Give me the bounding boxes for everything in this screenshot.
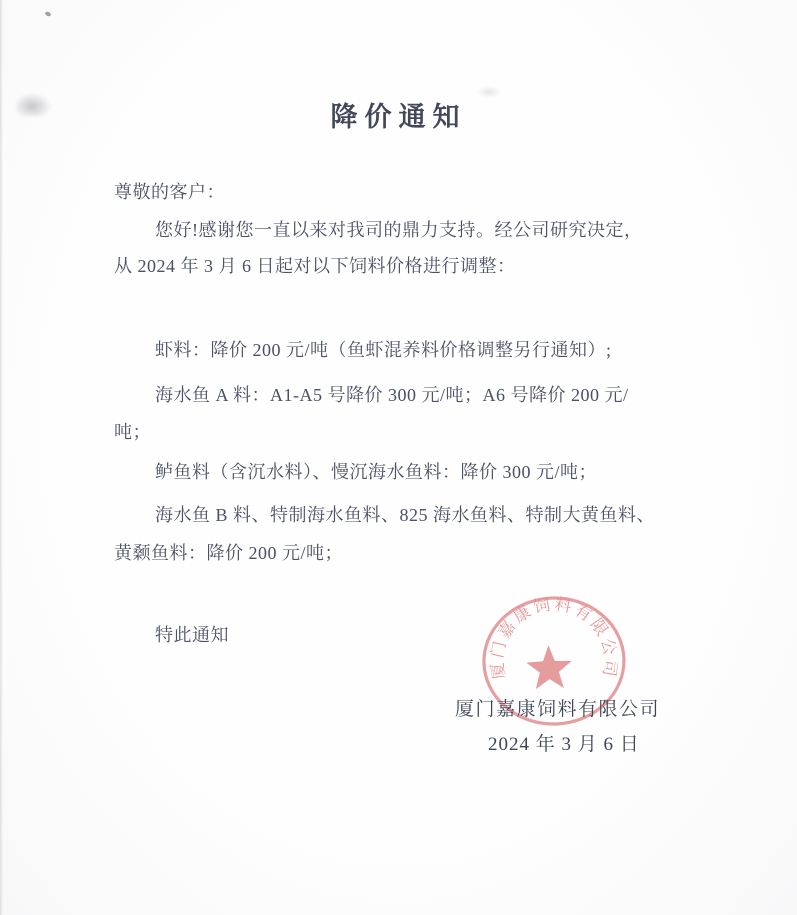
price-item-shrimp-feed: 虾料：降价 200 元/吨（鱼虾混养料价格调整另行通知）; — [155, 340, 612, 360]
price-item-bass-feed: 鲈鱼料（含沉水料）、慢沉海水鱼料：降价 300 元/吨； — [155, 462, 597, 482]
intro-line-2: 从 2024 年 3 月 6 日起对以下饲料价格进行调整： — [114, 256, 516, 276]
seal-ring-text: 厦门嘉康饲料有限公司 — [487, 594, 621, 681]
signature-company-name: 厦门嘉康饲料有限公司 — [455, 699, 661, 720]
closing-phrase: 特此通知 — [155, 625, 229, 645]
salutation: 尊敬的客户： — [114, 182, 225, 202]
notice-title: 降价通知 — [330, 102, 467, 132]
scan-edge-shadow — [0, 0, 3, 915]
seal-star-icon — [526, 644, 573, 689]
price-item-marine-fish-a-wrap: 吨； — [114, 422, 151, 442]
price-item-marine-fish-b-wrap: 黄颡鱼料：降价 200 元/吨； — [114, 543, 343, 563]
price-item-marine-fish-a: 海水鱼 A 料：A1-A5 号降价 300 元/吨；A6 号降价 200 元/ — [155, 385, 629, 405]
price-item-marine-fish-b: 海水鱼 B 料、特制海水鱼料、825 海水鱼料、特制大黄鱼料、 — [155, 505, 656, 525]
signature-date: 2024 年 3 月 6 日 — [488, 734, 640, 755]
intro-line-1: 您好!感谢您一直以来对我司的鼎力支持。经公司研究决定， — [155, 220, 643, 240]
scan-speck — [44, 11, 51, 17]
